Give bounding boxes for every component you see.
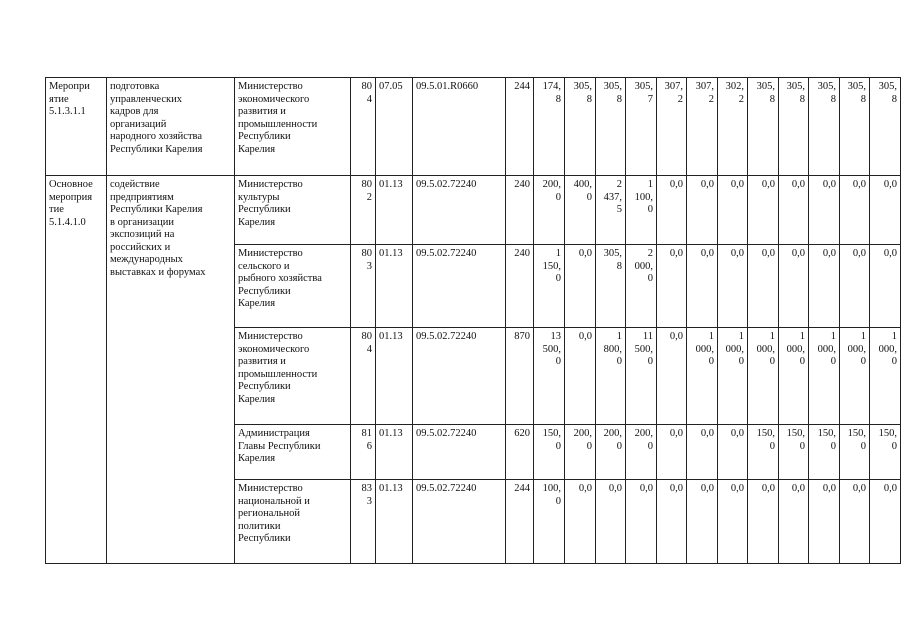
- target-cell: 09.5.02.72240: [413, 425, 506, 480]
- value-cell: 150, 0: [809, 425, 840, 480]
- value-cell: 1 000, 0: [809, 328, 840, 425]
- value-cell: 200, 0: [596, 425, 626, 480]
- value-cell: 0,0: [840, 480, 870, 564]
- value-cell: 1 100, 0: [626, 176, 657, 245]
- value-cell: 0,0: [687, 480, 718, 564]
- value-cell: 0,0: [687, 425, 718, 480]
- ministry-cell: Министерство экономического развития и промышленности Республики Карелия: [235, 328, 351, 425]
- value-cell: 305, 8: [870, 78, 901, 176]
- value-cell: 0,0: [748, 245, 779, 328]
- value-cell: 0,0: [565, 328, 596, 425]
- ministry-cell: Министерство культуры Республики Карелия: [235, 176, 351, 245]
- value-cell: 1 000, 0: [687, 328, 718, 425]
- event-code-cell: Меропри ятие 5.1.3.1.1: [46, 78, 107, 176]
- ministry-cell: Администрация Главы Республики Карелия: [235, 425, 351, 480]
- value-cell: 0,0: [657, 480, 687, 564]
- value-cell: 0,0: [870, 245, 901, 328]
- vr-cell: 620: [506, 425, 534, 480]
- grbs-cell: 80 3: [351, 245, 376, 328]
- value-cell: 0,0: [718, 176, 748, 245]
- grbs-cell: 81 6: [351, 425, 376, 480]
- value-cell: 200, 0: [565, 425, 596, 480]
- value-cell: 0,0: [840, 176, 870, 245]
- value-cell: 13 500, 0: [534, 328, 565, 425]
- value-cell: 302, 2: [718, 78, 748, 176]
- value-cell: 0,0: [687, 176, 718, 245]
- target-cell: 09.5.02.72240: [413, 480, 506, 564]
- value-cell: 1 150, 0: [534, 245, 565, 328]
- value-cell: 305, 8: [565, 78, 596, 176]
- value-cell: 0,0: [626, 480, 657, 564]
- value-cell: 1 000, 0: [748, 328, 779, 425]
- value-cell: 11 500, 0: [626, 328, 657, 425]
- value-cell: 307, 2: [657, 78, 687, 176]
- value-cell: 305, 8: [596, 245, 626, 328]
- grbs-cell: 80 4: [351, 78, 376, 176]
- value-cell: 0,0: [718, 245, 748, 328]
- value-cell: 0,0: [565, 480, 596, 564]
- value-cell: 0,0: [779, 245, 809, 328]
- section-cell: 07.05: [376, 78, 413, 176]
- budget-table: [45, 77, 901, 564]
- value-cell: 174, 8: [534, 78, 565, 176]
- value-cell: 2 437, 5: [596, 176, 626, 245]
- value-cell: 0,0: [718, 480, 748, 564]
- vr-cell: 244: [506, 78, 534, 176]
- value-cell: 0,0: [657, 176, 687, 245]
- value-cell: 400, 0: [565, 176, 596, 245]
- value-cell: 1 000, 0: [779, 328, 809, 425]
- value-cell: 0,0: [596, 480, 626, 564]
- section-cell: 01.13: [376, 425, 413, 480]
- ministry-cell: Министерство национальной и региональной политики Республики: [235, 480, 351, 564]
- target-cell: 09.5.02.72240: [413, 328, 506, 425]
- value-cell: 150, 0: [534, 425, 565, 480]
- value-cell: 0,0: [657, 245, 687, 328]
- value-cell: 100, 0: [534, 480, 565, 564]
- value-cell: 1 000, 0: [870, 328, 901, 425]
- section-cell: 01.13: [376, 176, 413, 245]
- value-cell: 150, 0: [748, 425, 779, 480]
- value-cell: 0,0: [657, 425, 687, 480]
- value-cell: 200, 0: [534, 176, 565, 245]
- event-code-cell: Основное мероприя тие 5.1.4.1.0: [46, 176, 107, 564]
- value-cell: 305, 7: [626, 78, 657, 176]
- value-cell: 0,0: [687, 245, 718, 328]
- event-name-cell: подготовка управленческих кадров для организаций народного хозяйства Республики Карелия: [107, 78, 235, 176]
- value-cell: 0,0: [748, 176, 779, 245]
- value-cell: 305, 8: [596, 78, 626, 176]
- grbs-cell: 83 3: [351, 480, 376, 564]
- value-cell: 150, 0: [840, 425, 870, 480]
- value-cell: 150, 0: [870, 425, 901, 480]
- section-cell: 01.13: [376, 328, 413, 425]
- value-cell: 0,0: [779, 480, 809, 564]
- section-cell: 01.13: [376, 480, 413, 564]
- vr-cell: 240: [506, 176, 534, 245]
- value-cell: 305, 8: [748, 78, 779, 176]
- target-cell: 09.5.01.R0660: [413, 78, 506, 176]
- value-cell: 0,0: [809, 245, 840, 328]
- grbs-cell: 80 2: [351, 176, 376, 245]
- value-cell: 0,0: [657, 328, 687, 425]
- value-cell: 307, 2: [687, 78, 718, 176]
- vr-cell: 240: [506, 245, 534, 328]
- value-cell: 1 000, 0: [718, 328, 748, 425]
- ministry-cell: Министерство сельского и рыбного хозяйства Республики Карелия: [235, 245, 351, 328]
- value-cell: 305, 8: [840, 78, 870, 176]
- value-cell: 0,0: [565, 245, 596, 328]
- value-cell: 0,0: [748, 480, 779, 564]
- target-cell: 09.5.02.72240: [413, 176, 506, 245]
- value-cell: 200, 0: [626, 425, 657, 480]
- value-cell: 0,0: [840, 245, 870, 328]
- value-cell: 305, 8: [779, 78, 809, 176]
- section-cell: 01.13: [376, 245, 413, 328]
- value-cell: 0,0: [809, 480, 840, 564]
- value-cell: 0,0: [779, 176, 809, 245]
- value-cell: 150, 0: [779, 425, 809, 480]
- value-cell: 0,0: [718, 425, 748, 480]
- table-row: [46, 78, 901, 176]
- table-row: [46, 176, 901, 245]
- value-cell: 0,0: [809, 176, 840, 245]
- ministry-cell: Министерство экономического развития и промышленности Республики Карелия: [235, 78, 351, 176]
- target-cell: 09.5.02.72240: [413, 245, 506, 328]
- value-cell: 0,0: [870, 480, 901, 564]
- vr-cell: 244: [506, 480, 534, 564]
- value-cell: 2 000, 0: [626, 245, 657, 328]
- vr-cell: 870: [506, 328, 534, 425]
- value-cell: 1 800, 0: [596, 328, 626, 425]
- value-cell: 305, 8: [809, 78, 840, 176]
- grbs-cell: 80 4: [351, 328, 376, 425]
- value-cell: 0,0: [870, 176, 901, 245]
- value-cell: 1 000, 0: [840, 328, 870, 425]
- event-name-cell: содействие предприятиям Республики Карелия в организации экспозиций на российских и международных выставках и форумах: [107, 176, 235, 564]
